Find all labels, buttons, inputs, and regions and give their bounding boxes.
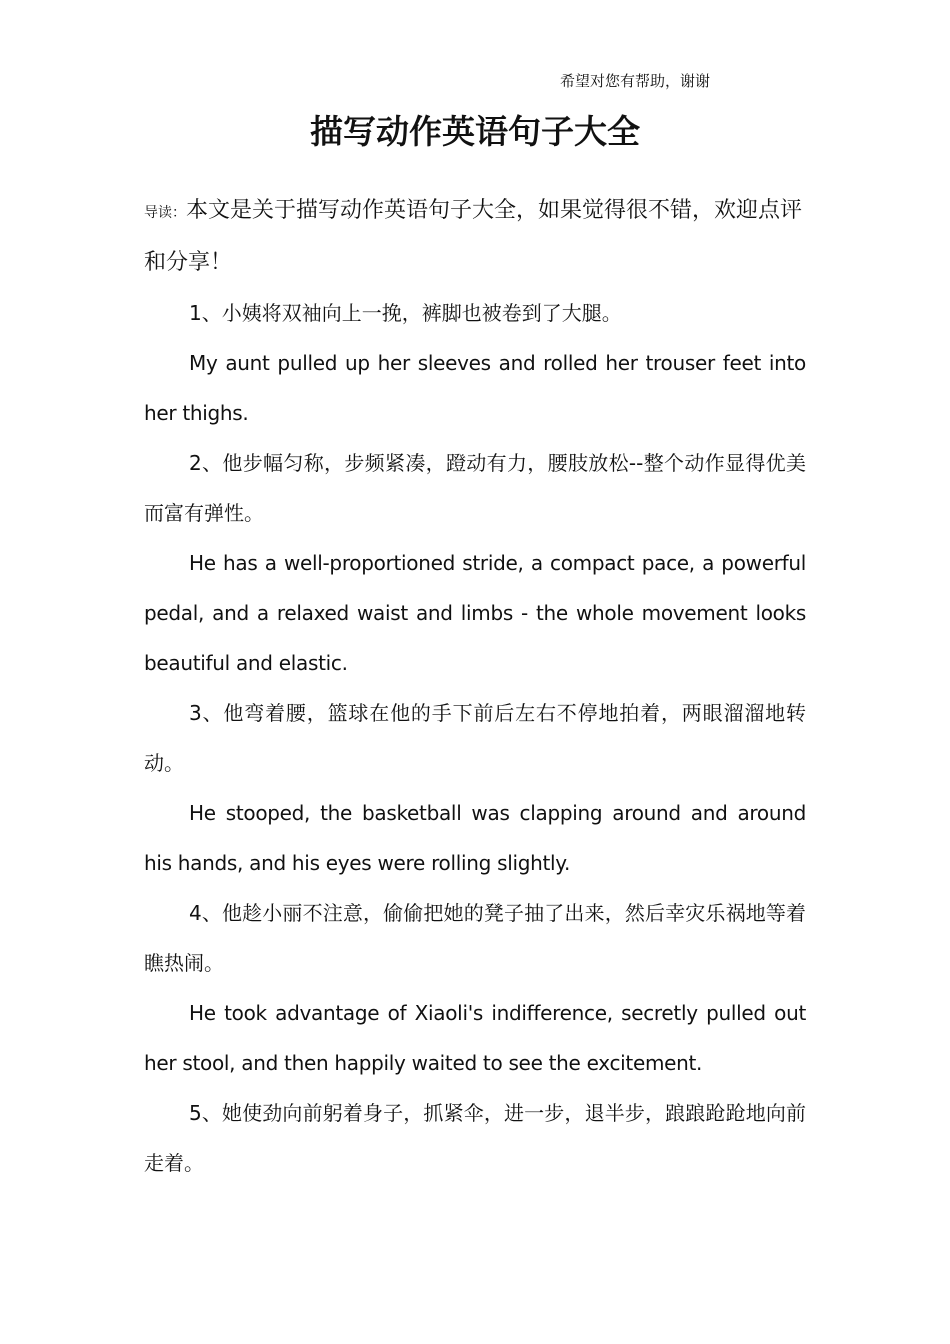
intro-label: 导读： [144,205,186,221]
sentence-3-english: He stooped, the basketball was clapping around and around his hands, and his eyes were rolling slightly. [144,801,806,875]
document-title: 描写动作英语句子大全 [310,112,640,151]
header-note: 希望对您有帮助，谢谢 [560,72,711,90]
sentence-4-english: He took advantage of Xiaoli's indifference, secretly pulled out her stool, and then happily waited to see the excitement. [144,1001,806,1075]
intro-paragraph [144,186,806,288]
sentence-2-english: He has a well-proportioned stride, a compact pace, a powerful pedal, and a relaxed waist and limbs - the whole movement looks beautiful and elastic. [144,551,806,675]
sentence-1-english: My aunt pulled up her sleeves and rolled her trouser feet into her thighs. [144,351,806,425]
intro-text: 本文是关于描写动作英语句子大全，如果觉得很不错，欢迎点评和分享！ [144,198,803,275]
sentence-5-chinese: 5、她使劲向前躬着身子，抓紧伞，进一步，退半步，踉踉跄跄地向前走着。 [144,1101,806,1175]
sentence-2-chinese: 2、他步幅匀称，步频紧凑，蹬动有力，腰肢放松--整个动作显得优美而富有弹性。 [144,451,806,525]
sentence-1-chinese: 1、小姨将双袖向上一挽，裤脚也被卷到了大腿。 [189,301,622,325]
sentence-4-chinese: 4、他趁小丽不注意，偷偷把她的凳子抽了出来，然后幸灾乐祸地等着瞧热闹。 [144,901,806,975]
document-body [144,186,806,1188]
sentence-3-chinese: 3、他弯着腰，篮球在他的手下前后左右不停地拍着，两眼溜溜地转动。 [144,701,806,775]
